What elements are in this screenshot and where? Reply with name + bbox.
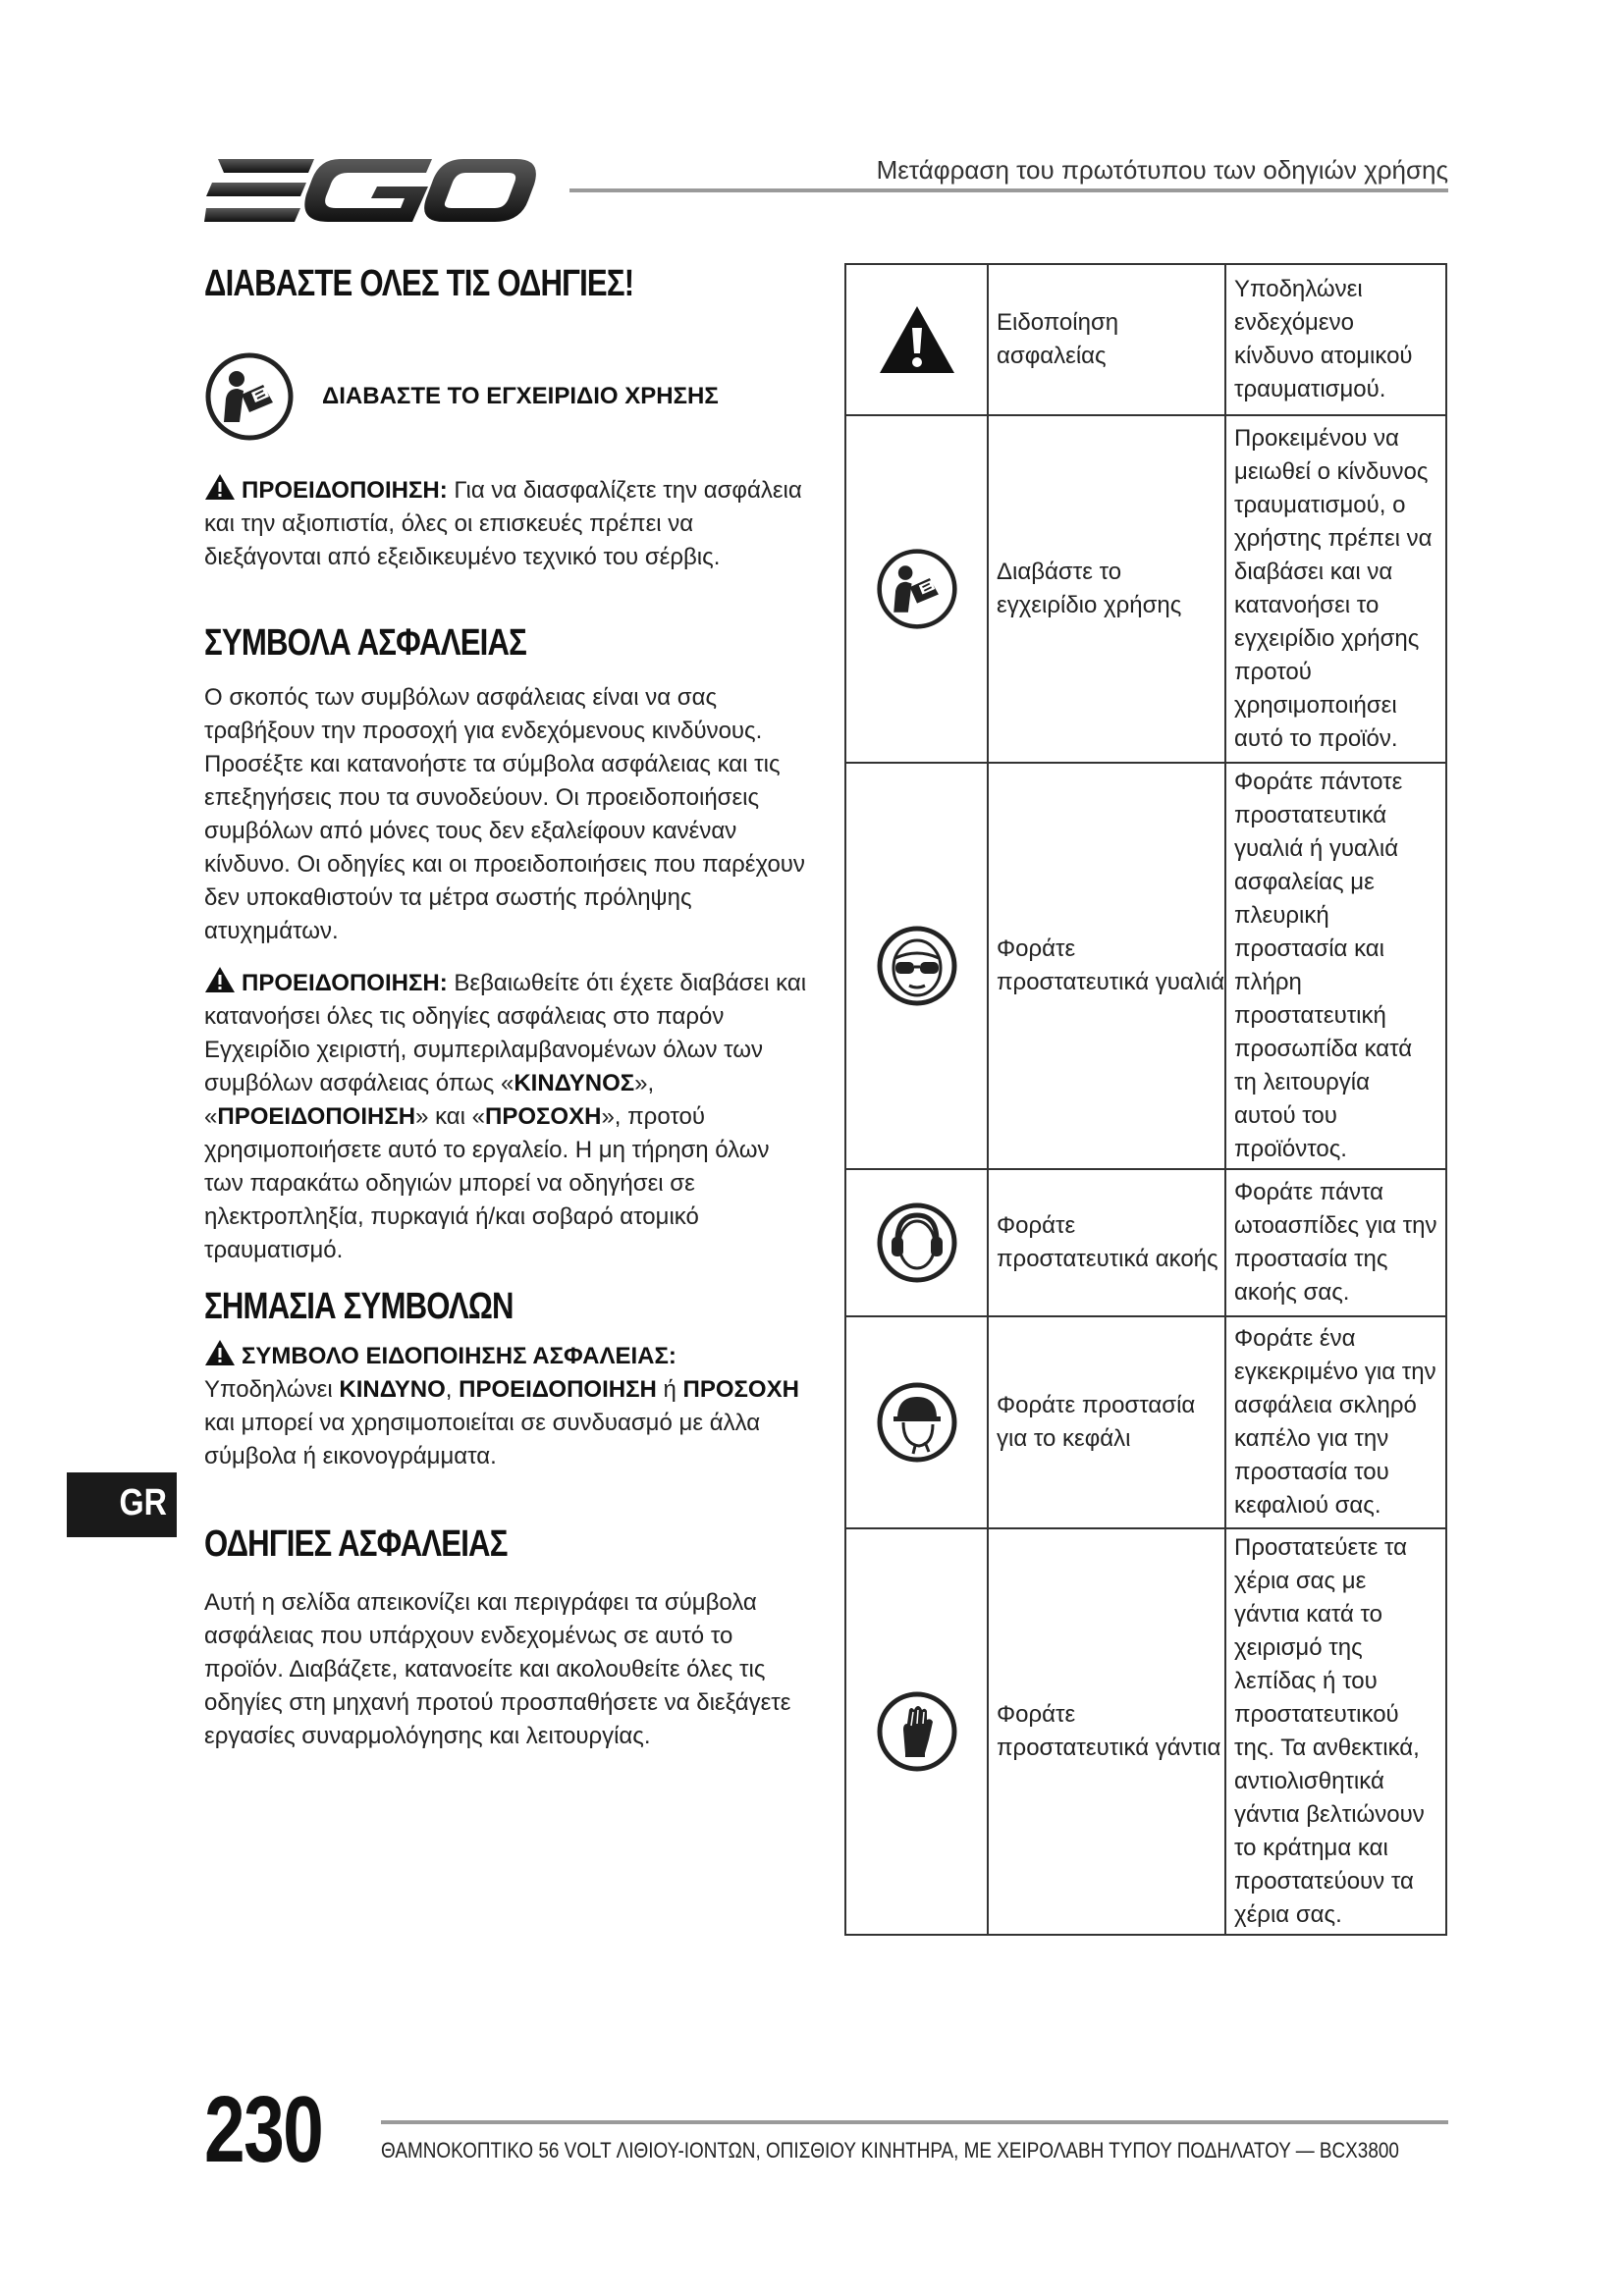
symbol-icon-cell (845, 264, 988, 415)
read-manual-row (204, 351, 813, 442)
language-tab-label: GR (119, 1482, 167, 1523)
warning-text: » και « (415, 1103, 486, 1130)
symbol-icon-cell (845, 1316, 988, 1528)
read-manual-label: ΔΙΑΒΑΣΤΕ ΤΟ ΕΓΧΕΙΡΙΔΙΟ ΧΡΗΣΗΣ (322, 383, 719, 409)
warning-label: ΠΡΟΕΙΔΟΠΟΙΗΣΗ: (242, 477, 448, 504)
table-row (845, 1528, 1446, 1935)
read-all-heading: ΔΙΑΒΑΣΤΕ ΟΛΕΣ ΤΙΣ ΟΔΗΓΙΕΣ! (204, 263, 634, 304)
language-tab (67, 1472, 177, 1537)
symbol-icon-cell (845, 1528, 988, 1935)
read-manual-icon (876, 548, 958, 630)
symbol-name: Διαβάστε το εγχειρίδιο χρήσης (988, 415, 1225, 763)
safety-symbols-heading: ΣΥΜΒΟΛΑ ΑΣΦΑΛΕΙΑΣ (204, 622, 527, 664)
caution-word: ΠΡΟΣΟΧΗ (485, 1103, 602, 1130)
warning-word: ΠΡΟΕΙΔΟΠΟΙΗΣΗ (459, 1376, 657, 1403)
safety-glasses-icon (876, 925, 958, 1007)
alert-text: και μπορεί να χρησιμοποιείται σε συνδυασμό με άλλα σύμβολα ή εικονογράμματα. (204, 1410, 761, 1469)
symbol-name: Φοράτε προστασία για το κεφάλι (988, 1316, 1225, 1528)
warning-triangle-icon (876, 298, 958, 381)
table-row (845, 1316, 1446, 1528)
warning-triangle-icon (204, 966, 236, 993)
warning-text: Για να διασφαλίζετε την ασφάλεια και την αξιοπιστία, όλες οι επισκευές πρέπει να διεξάγονται από εξειδικευμένο τεχνικό του σέρβις. (204, 477, 802, 570)
symbol-icon-cell (845, 1169, 988, 1316)
warning-label: ΠΡΟΕΙΔΟΠΟΙΗΣΗ: (242, 970, 448, 996)
read-manual-icon (204, 351, 295, 442)
footer-product-text: ΘΑΜΝΟΚΟΠΤΙΚΟ 56 VOLT ΛΙΘΙΟΥ-ΙΟΝΤΩΝ, ΟΠΙΣΘΙΟΥ ΚΙΝΗΤΗΡΑ, ΜΕ ΧΕΙΡΟΛΑΒΗ ΤΥΠΟΥ ΠΟΔΗΛΑΤΟΥ — BCX3800 (381, 2138, 1399, 2163)
safety-instructions-heading: ΟΔΗΓΙΕΣ ΑΣΦΑΛΕΙΑΣ (204, 1523, 508, 1565)
head-protection-icon (876, 1381, 958, 1464)
symbol-icon-cell (845, 415, 988, 763)
warning-word: ΠΡΟΕΙΔΟΠΟΙΗΣΗ (217, 1103, 416, 1130)
symbol-description: Προστατεύετε τα χέρια σας με γάντια κατά το χειρισμό της λεπίδας ή του προστατευτικού της. Τα ανθεκτικά, αντιολισθητικά γάντια βελτιώνουν το κράτημα και προστατεύουν τα χέρια σας. (1225, 1528, 1446, 1935)
footer-rule (381, 2120, 1448, 2124)
symbol-icon-cell (845, 763, 988, 1169)
alert-text: , (445, 1376, 460, 1403)
symbol-name: Φοράτε προστατευτικά ακοής (988, 1169, 1225, 1316)
header-caption: Μετάφραση του πρωτότυπου των οδηγιών χρήσης (876, 155, 1448, 185)
safety-symbols-paragraph: Ο σκοπός των συμβόλων ασφάλειας είναι να σας τραβήξουν την προσοχή για ενδεχόμενους κινδύνους. Προσέξτε και κατανοήστε τα σύμβολα ασφάλειας και τις επεξηγήσεις που τα συνοδεύουν. Οι προειδοποιήσεις συμβόλων από μόνες τους δεν εξαλείφουν κανέναν κίνδυνο. Οι οδηγίες και οι προειδοποιήσεις που παρέχουν δεν υποκαθιστούν τα μέτρα σωστής πρόληψης ατυχημάτων. (204, 684, 805, 944)
warning-paragraph-2 (204, 966, 813, 1267)
warning-text: Βεβαιωθείτε ότι έχετε διαβάσει και κατανοήσει όλες τις οδηγίες ασφάλειας στο παρόν Εγχειρίδιο χειριστή, συμπεριλαμβανομένων όλων των συμβόλων ασφάλειας όπως « (204, 970, 807, 1096)
warning-text: », προτού χρησιμοποιήσετε αυτό το εργαλείο. Η μη τήρηση όλων των παρακάτω οδηγιών μπορεί να οδηγήσει σε ηλεκτροπληξία, πυρκαγιά ή/και σοβαρό ατομικό τραυματισμό. (204, 1103, 770, 1263)
warning-triangle-icon (204, 473, 236, 501)
header-rule (569, 188, 1448, 192)
meaning-heading: ΣΗΜΑΣΙΑ ΣΥΜΒΟΛΩΝ (204, 1286, 514, 1327)
symbol-table (844, 263, 1447, 1936)
gloves-icon (876, 1690, 958, 1773)
page-number: 230 (204, 2077, 323, 2182)
table-row (845, 415, 1446, 763)
danger-word: ΚΙΝΔΥΝΟΣ (514, 1070, 635, 1096)
danger-word: ΚΙΝΔΥΝΟ (339, 1376, 446, 1403)
ear-protection-icon (876, 1201, 958, 1284)
caution-word: ΠΡΟΣΟΧΗ (682, 1376, 799, 1403)
alert-symbol-label: ΣΥΜΒΟΛΟ ΕΙΔΟΠΟΙΗΣΗΣ ΑΣΦΑΛΕΙΑΣ: (242, 1343, 677, 1369)
table-row (845, 264, 1446, 415)
alert-text: ή (656, 1376, 683, 1403)
symbol-description: Φοράτε ένα εγκεκριμένο για την ασφάλεια σκληρό καπέλο για την προστασία του κεφαλιού σας. (1225, 1316, 1446, 1528)
symbol-description: Υποδηλώνει ενδεχόμενο κίνδυνο ατομικού τραυματισμού. (1225, 264, 1446, 415)
table-row (845, 1169, 1446, 1316)
alert-symbol-paragraph (204, 1339, 813, 1473)
alert-text: Υποδηλώνει (204, 1376, 340, 1403)
logo-text: EGO (204, 142, 240, 159)
warning-triangle-icon (204, 1339, 236, 1366)
warning-paragraph-1 (204, 473, 813, 574)
table-row (845, 763, 1446, 1169)
symbol-name: Φοράτε προστατευτικά γάντια (988, 1528, 1225, 1935)
warning-text: », « (204, 1070, 655, 1130)
symbol-name: Φοράτε προστατευτικά γυαλιά (988, 763, 1225, 1169)
symbol-description: Προκειμένου να μειωθεί ο κίνδυνος τραυματισμού, ο χρήστης πρέπει να διαβάσει και να κατανοήσει το εγχειρίδιο χρήσης προτού χρησιμοποιήσει αυτό το προϊόν. (1225, 415, 1446, 763)
symbol-name: Ειδοποίηση ασφαλείας (988, 264, 1225, 415)
ego-logo (204, 142, 538, 226)
safety-instructions-paragraph: Αυτή η σελίδα απεικονίζει και περιγράφει τα σύμβολα ασφάλειας που υπάρχουν ενδεχομένως σε αυτό το προϊόν. Διαβάζετε, κατανοείτε και ακολουθείτε όλες τις οδηγίες στη μηχανή προτού προσπαθήσετε να διεξάγετε εργασίες συναρμολόγησης και λειτουργίας. (204, 1589, 791, 1749)
symbol-description: Φοράτε πάντοτε προστατευτικά γυαλιά ή γυαλιά ασφαλείας με πλευρική προστασία και πλήρη προστατευτική προσωπίδα κατά τη λειτουργία αυτού του προϊόντος. (1225, 763, 1446, 1169)
symbol-description: Φοράτε πάντα ωτοασπίδες για την προστασία της ακοής σας. (1225, 1169, 1446, 1316)
